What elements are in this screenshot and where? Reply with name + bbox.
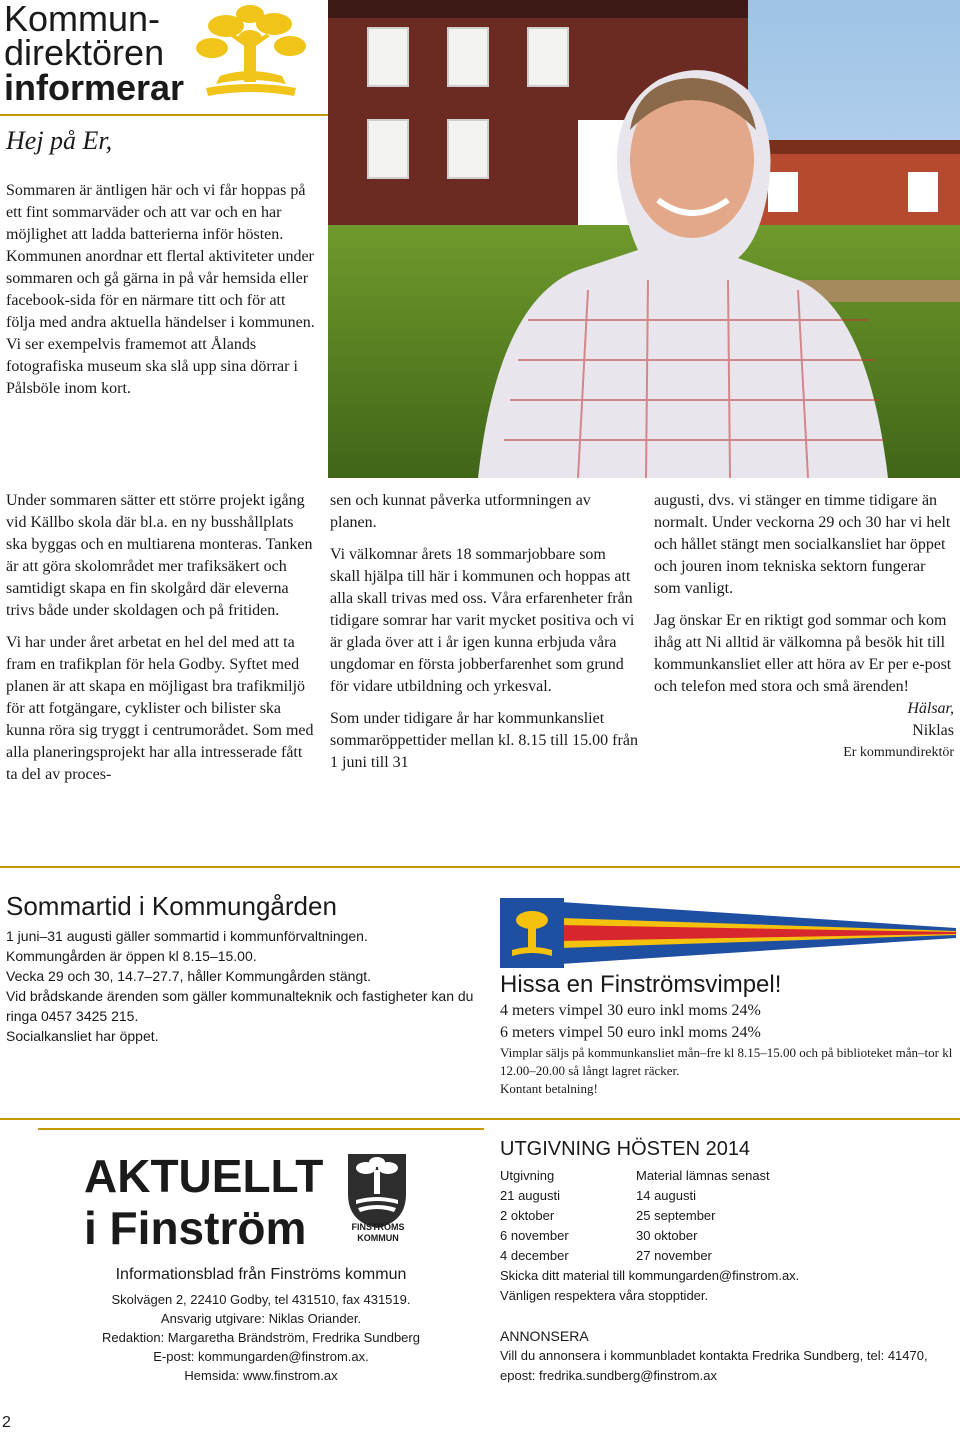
signoff-title: Er kommundirektör — [843, 745, 954, 760]
sommartid-line: 1 juni–31 augusti gäller sommartid i kommunförvaltningen. — [6, 928, 368, 944]
masthead — [4, 2, 204, 106]
sommartid-line: Socialkansliet har öppet. — [6, 1028, 159, 1044]
article-column-2 — [330, 490, 640, 774]
sommartid-line: Vid brådskande ärenden som gäller kommunalteknik och fastigheter kan du ringa 0457 3425 215. — [6, 988, 474, 1024]
utgivning-heading: UTGIVNING HÖSTEN 2014 — [500, 1138, 751, 1160]
table-cell: 4 december — [500, 1248, 569, 1263]
crest-caption-line1: FINSTRÖMS — [351, 1222, 405, 1232]
divider-lower — [0, 1118, 960, 1120]
table-cell: 2 oktober — [500, 1208, 555, 1223]
article-paragraph: Vi välkomnar årets 18 sommarjobbare som skall hjälpa till här i kommunen och hoppas att alla skall trivas med oss. Våra erfarenheter från tidigare somrar har varit mycket positiva och vi är glada över att i år igen kunna erbjuda våra ungdomar en första jobberfarenhet som grund för vidare utbildning och yrkesval. — [330, 546, 635, 695]
crest-caption — [340, 1222, 416, 1244]
table-row — [500, 1186, 770, 1206]
article-column-1 — [6, 490, 316, 786]
table-cell: 27 november — [636, 1248, 712, 1263]
director-photo — [328, 0, 960, 478]
publication-line: E-post: kommungarden@finstrom.ax. — [153, 1349, 369, 1364]
divider-middle — [0, 866, 960, 868]
table-header-row — [500, 1166, 770, 1186]
sommartid-line: Kommungården är öppen kl 8.15–15.00. — [6, 948, 257, 964]
masthead-line3: informerar — [4, 67, 185, 108]
sommartid-notice — [6, 890, 476, 1046]
crest-caption-line2: KOMMUN — [357, 1233, 399, 1243]
page-number: 2 — [2, 1414, 11, 1431]
utgivning-note: Skicka ditt material till kommungarden@finstrom.ax. — [500, 1268, 800, 1283]
vimpel-offer — [500, 970, 956, 1098]
municipality-crest-icon — [342, 1150, 412, 1230]
intro-text — [6, 180, 318, 400]
signoff-greeting: Hälsar, — [907, 700, 954, 717]
table-row — [500, 1206, 770, 1226]
table-row — [500, 1246, 770, 1266]
aktuellt-title-line2: i Finström — [84, 1202, 307, 1254]
vimpel-heading: Hissa en Finströmsvimpel! — [500, 971, 782, 998]
publication-line: Skolvägen 2, 22410 Godby, tel 431510, fax 431519. — [111, 1292, 411, 1307]
aktuellt-title-line1: AKTUELLT — [84, 1150, 324, 1202]
article-paragraph: sen och kunnat påverka utformningen av planen. — [330, 492, 591, 531]
pennant-flag-icon — [500, 898, 956, 968]
publication-line: Redaktion: Margaretha Brändström, Fredrika Sundberg — [102, 1330, 420, 1345]
intro-paragraph: Kommunen anordnar ett flertal aktiviteter under sommaren och gå gärna in på vår hemsida eller facebook-sida för en närmare titt och för att följa med andra aktuella händelser i kommunen. — [6, 248, 315, 331]
table-cell: 21 augusti — [500, 1188, 560, 1203]
table-cell: 6 november — [500, 1228, 569, 1243]
vimpel-price: 4 meters vimpel 30 euro inkl moms 24% — [500, 1002, 761, 1019]
intro-paragraph: Sommaren är äntligen här och vi får hoppas på ett fint sommarväder och att var och en har möjlighet att ladda batterierna inför hösten. — [6, 182, 306, 243]
aktuellt-title — [84, 1150, 323, 1254]
article-column-3 — [654, 490, 954, 764]
table-header: Material lämnas senast — [636, 1168, 770, 1183]
table-cell: 30 oktober — [636, 1228, 698, 1243]
annonsera-text: Vill du annonsera i kommunbladet kontakta Fredrika Sundberg, tel: 41470, epost: fredrika.sundberg@finstrom.ax — [500, 1348, 928, 1383]
publication-info — [38, 1264, 484, 1385]
publication-line: Hemsida: www.finstrom.ax — [184, 1368, 338, 1383]
article-paragraph: augusti, dvs. vi stänger en timme tidigare än normalt. Under veckorna 29 och 30 har vi helt och hållet stängt men socialkansliet har öppet och jouren inom tekniska sektorn fungerar som vanligt. — [654, 492, 951, 597]
divider-top — [0, 114, 328, 116]
vimpel-info: Vimplar säljs på kommunkansliet mån–fre kl 8.15–15.00 och på biblioteket mån–tor kl 12.00–20.00 så långt lagret räcker. — [500, 1045, 953, 1078]
sommartid-heading: Sommartid i Kommungården — [6, 891, 337, 921]
utgivning-table — [500, 1166, 770, 1266]
table-header: Utgivning — [500, 1168, 555, 1183]
publication-lead: Informationsblad från Finströms kommun — [115, 1266, 407, 1283]
article-paragraph: Under sommaren sätter ett större projekt igång vid Källbo skola där bl.a. en ny busshållplats ska byggas och en multiarena monteras. Tanken är att göra skolområdet mer trafiksäkert och samtidigt skapa en fin skolgård där eleverna trivs både under skoldagen och på fritiden. — [6, 492, 313, 619]
masthead-line1: Kommun- — [4, 0, 161, 39]
signoff — [654, 698, 954, 764]
table-cell: 14 augusti — [636, 1188, 696, 1203]
signoff-name: Niklas — [912, 722, 954, 739]
vimpel-payment: Kontant betalning! — [500, 1081, 598, 1096]
table-row — [500, 1226, 770, 1246]
annonsera-heading: ANNONSERA — [500, 1328, 589, 1344]
utgivning-schedule — [500, 1136, 956, 1386]
intro-paragraph: Vi ser exempelvis framemot att Ålands fotografiska museum ska slå upp sina dörrar i Pålsböle inom kort. — [6, 336, 298, 397]
sommartid-line: Vecka 29 och 30, 14.7–27.7, håller Kommungården stängt. — [6, 968, 372, 984]
greeting: Hej på Er, — [6, 126, 113, 155]
masthead-line2: direktören — [4, 32, 165, 73]
article-paragraph: Vi har under året arbetat en hel del med att ta fram en trafikplan för hela Godby. Syftet med planen är att skapa en möjligast bra trafikmiljö för att fotgängare, cyklister och bilister ska kunna röra sig tryggt i centrumorådet. Som med alla planeringsprojekt har alla intresserade fått ta del av proces- — [6, 634, 314, 783]
table-cell: 25 september — [636, 1208, 716, 1223]
vimpel-price: 6 meters vimpel 50 euro inkl moms 24% — [500, 1024, 761, 1041]
article-paragraph: Som under tidigare år har kommunkansliet sommaröppettider mellan kl. 8.15 till 15.00 från 1 juni till 31 — [330, 710, 638, 771]
article-paragraph: Jag önskar Er en riktigt god sommar och kom ihåg att Ni alltid är välkomna på besök hit till kommunkansliet eller att höra av Er per e-post och telefon med stora och små ärenden! — [654, 612, 952, 695]
publication-line: Ansvarig utgivare: Niklas Oriander. — [160, 1311, 362, 1326]
utgivning-note: Vänligen respektera våra stopptider. — [500, 1288, 709, 1303]
oak-tree-crest-icon — [186, 4, 316, 104]
